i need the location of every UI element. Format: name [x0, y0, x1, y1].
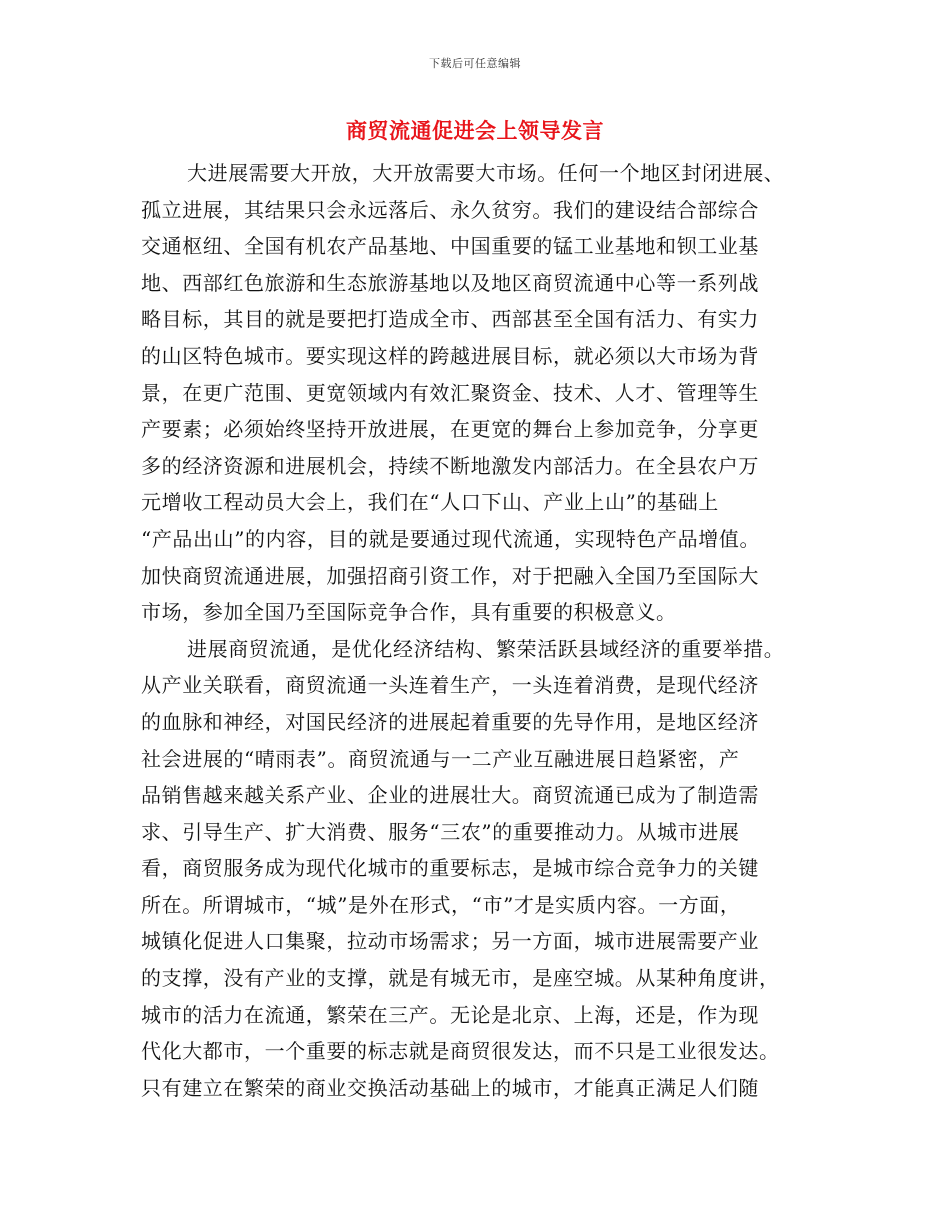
body-line: 加快商贸流通进展，加强招商引资工作，对于把融入全国乃至国际大: [141, 563, 759, 588]
body-line: 只有建立在繁荣的商业交换活动基础上的城市，才能真正满足人们随: [141, 1075, 759, 1100]
body-line: 元增收工程动员大会上，我们在“人口下山、产业上山”的基础上: [141, 490, 719, 515]
body-line: 求、引导生产、扩大消费、服务“三农”的重要推动力。从城市进展: [141, 819, 740, 844]
body-line: 的山区特色城市。要实现这样的跨越进展目标，就必须以大市场为背: [141, 343, 759, 368]
body-line: 地、西部红色旅游和生态旅游基地以及地区商贸流通中心等一系列战: [141, 270, 759, 295]
body-line: 所在。所谓城市，“城”是外在形式，“市”才是实质内容。一方面，: [141, 892, 741, 917]
body-line: 进展商贸流通，是优化经济结构、繁荣活跃县域经济的重要举措。: [187, 636, 785, 661]
body-line: 产要素；必须始终坚持开放进展，在更宽的舞台上参加竞争，分享更: [141, 417, 759, 442]
body-line: 从产业关联看，商贸流通一头连着生产，一头连着消费，是现代经济: [141, 673, 759, 698]
document-body: [141, 155, 811, 1106]
body-line: “产品出山”的内容，目的就是要通过现代流通，实现特色产品增值。: [141, 526, 761, 551]
document-title: 商贸流通促进会上领导发言: [346, 118, 604, 143]
body-line: 的支撑，没有产业的支撑，就是有城无市，是座空城。从某种角度讲，: [141, 966, 780, 991]
header-note: 下载后可任意编辑: [429, 57, 521, 70]
body-line: 品销售越来越关系产业、企业的进展壮大。商贸流通已成为了制造需: [141, 783, 759, 808]
body-line: 交通枢纽、全国有机农产品基地、中国重要的锰工业基地和钡工业基: [141, 234, 759, 259]
body-line: 看，商贸服务成为现代化城市的重要标志，是城市综合竞争力的关键: [141, 856, 759, 881]
body-line: 市场，参加全国乃至国际竞争合作，具有重要的积极意义。: [141, 600, 677, 625]
body-line: 孤立进展，其结果只会永远落后、永久贫穷。我们的建设结合部综合: [141, 197, 759, 222]
body-line: 大进展需要大开放，大开放需要大市场。任何一个地区封闭进展、: [187, 161, 785, 185]
body-line: 代化大都市，一个重要的标志就是商贸很发达，而不只是工业很发达。: [141, 1039, 780, 1064]
body-line: 城市的活力在流通，繁荣在三产。无论是北京、上海，还是，作为现: [141, 1002, 759, 1027]
body-line: 多的经济资源和进展机会，持续不断地激发内部活力。在全县农户万: [141, 453, 759, 478]
body-line: 略目标，其目的就是要把打造成全市、西部甚至全国有活力、有实力: [141, 307, 759, 332]
body-line: 景，在更广范围、更宽领域内有效汇聚资金、技术、人才、管理等生: [141, 380, 759, 405]
body-line: 城镇化促进人口集聚，拉动市场需求；另一方面，城市进展需要产业: [141, 929, 759, 954]
body-line: 的血脉和神经，对国民经济的进展起着重要的先导作用，是地区经济: [141, 709, 759, 734]
body-line: 社会进展的“晴雨表”。商贸流通与一二产业互融进展日趋紧密，产: [141, 746, 740, 771]
